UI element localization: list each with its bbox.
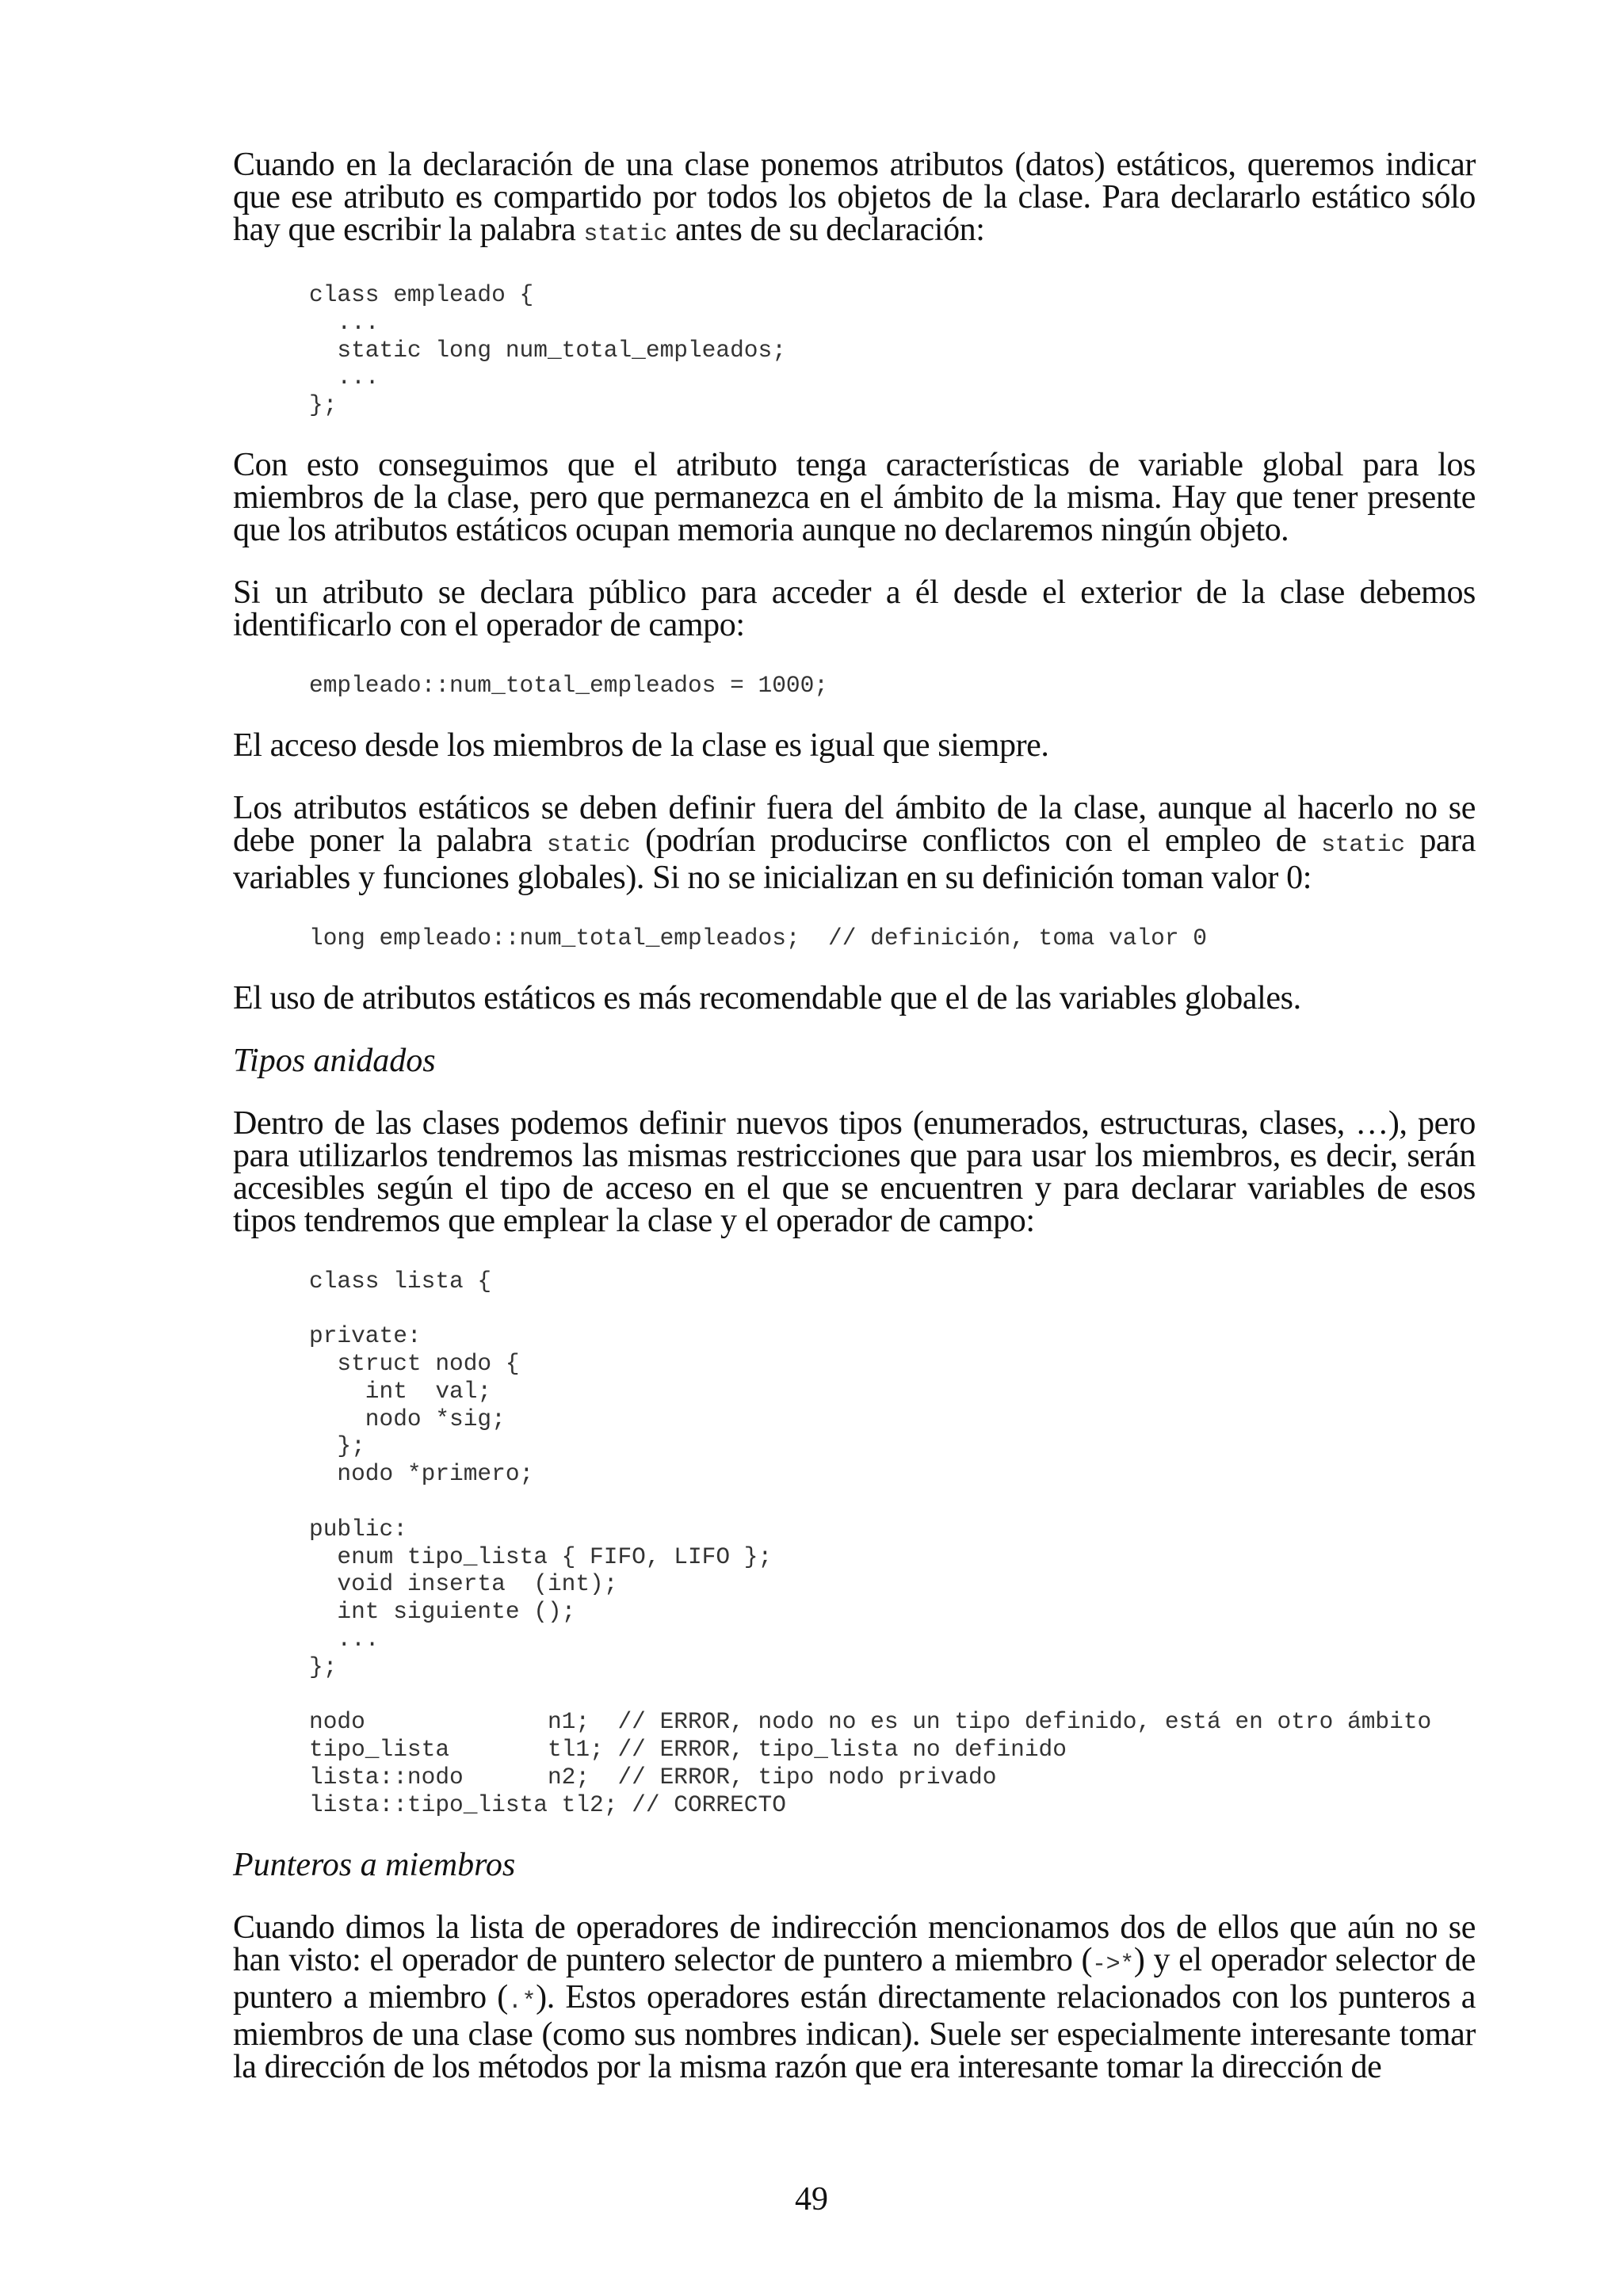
paragraph-member-access: El acceso desde los miembros de la clase es igual que siempre.: [233, 727, 1049, 764]
code-block-class-lista: [309, 1268, 1476, 1819]
paragraph-text: (podrían producirse conflictos con el empleo de: [645, 822, 1307, 859]
paragraph-text: ). Estos operadores están directamente relacionados con los punteros a miembros de una clase (como sus nombres indican). Suele ser especialmente interesante tomar la dirección de los métodos por la misma razón que era interesante tomar la dirección de: [233, 1978, 1476, 2085]
code-line: nodo *primero;: [309, 1460, 534, 1488]
code-line: ...: [309, 308, 380, 336]
code-line: ...: [309, 1625, 380, 1653]
inline-code-dot-star: .*: [507, 1988, 537, 2016]
code-line: private:: [309, 1322, 422, 1350]
code-line: nodo n1; // ERROR, nodo no es un tipo definido, está en otro ámbito: [309, 1708, 1432, 1736]
code-line: int siguiente ();: [309, 1598, 576, 1626]
page-number: 49: [795, 2181, 828, 2218]
inline-code-arrow-star: ->*: [1092, 1951, 1134, 1978]
code-blank-line: [309, 1488, 1476, 1516]
inline-code-static: static: [1321, 831, 1405, 859]
code-line: struct nodo {: [309, 1349, 520, 1377]
code-line: lista::tipo_lista tl2; // CORRECTO: [309, 1791, 786, 1818]
code-line: };: [309, 1653, 338, 1680]
page-content: [233, 149, 1476, 2114]
inline-code-static: static: [546, 831, 631, 859]
code-line: empleado::num_total_empleados = 1000;: [309, 671, 829, 699]
paragraph-static-attributes: [233, 149, 1476, 251]
paragraph-text: ) y el operador selector de puntero a miembro (: [233, 1941, 1476, 2016]
code-line: enum tipo_lista { FIFO, LIFO };: [309, 1543, 773, 1570]
section-heading-punteros-miembros: Punteros a miembros: [233, 1846, 516, 1883]
code-block-class-empleado: [309, 281, 1476, 419]
paragraph-pointer-operators: [233, 1909, 1476, 2085]
code-line: tipo_lista tl1; // ERROR, tipo_lista no definido: [309, 1736, 1067, 1764]
code-line: public:: [309, 1515, 407, 1543]
inline-code-static: static: [583, 221, 668, 248]
paragraph-text: Cuando dimos la lista de operadores de indirección mencionamos dos de ellos que aún no se han visto: el operador de puntero selector de puntero a miembro (: [233, 1909, 1476, 1978]
code-line: ...: [309, 364, 380, 391]
paragraph-text: Los atributos estáticos se deben definir fuera del ámbito de la clase, aunque al hacerlo no se debe poner la palabra: [233, 789, 1476, 859]
code-line: int val;: [309, 1377, 492, 1405]
code-line: lista::nodo n2; // ERROR, tipo nodo privado: [309, 1763, 997, 1791]
code-line: };: [309, 391, 338, 419]
code-blank-line: [309, 1681, 1476, 1709]
code-line: static long num_total_empleados;: [309, 336, 786, 364]
code-line: class empleado {: [309, 281, 534, 308]
code-line: void inserta (int);: [309, 1570, 618, 1598]
code-line: };: [309, 1432, 365, 1460]
code-block-definition: [309, 925, 1476, 952]
paragraph-public-attribute: Si un atributo se declara público para acceder a él desde el exterior de la clase debemos identificarlo con el operador de campo:: [233, 574, 1476, 643]
paragraph-recommendation: El uso de atributos estáticos es más recomendable que el de las variables globales.: [233, 979, 1301, 1016]
paragraph-text: Cuando en la declaración de una clase ponemos atributos (datos) estáticos, queremos indicar que ese atributo es compartido por todos los objetos de la clase. Para declararlo estático sólo hay que escribir la palabra: [233, 147, 1476, 248]
section-heading-tipos-anidados: Tipos anidados: [233, 1042, 436, 1079]
paragraph-global-variable: Con esto conseguimos que el atributo tenga características de variable global para los miembros de la clase, pero que permanezca en el ámbito de la misma. Hay que tener presente que los atributos estáticos ocupan memoria aunque no declaremos ningún objeto.: [233, 446, 1476, 548]
code-block-assignment: [309, 672, 1476, 700]
code-line: class lista {: [309, 1267, 492, 1295]
code-blank-line: [309, 1295, 1476, 1322]
paragraph-nested-types: Dentro de las clases podemos definir nuevos tipos (enumerados, estructuras, clases, …), pero para utilizarlos tendremos las mismas restricciones que para usar los miembros, es decir, serán accesibles según el tipo de acceso en el que se encuentren y para declarar variables de esos tipos tendremos que emplear la clase y el operador de campo:: [233, 1104, 1476, 1239]
paragraph-text: antes de su declaración:: [675, 212, 985, 248]
paragraph-text: para variables y funciones globales). Si no se inicializan en su definición toman valor 0:: [233, 822, 1476, 896]
paragraph-define-outside: [233, 789, 1476, 896]
code-line: long empleado::num_total_empleados; // definición, toma valor 0: [309, 924, 1207, 952]
code-line: nodo *sig;: [309, 1405, 506, 1432]
